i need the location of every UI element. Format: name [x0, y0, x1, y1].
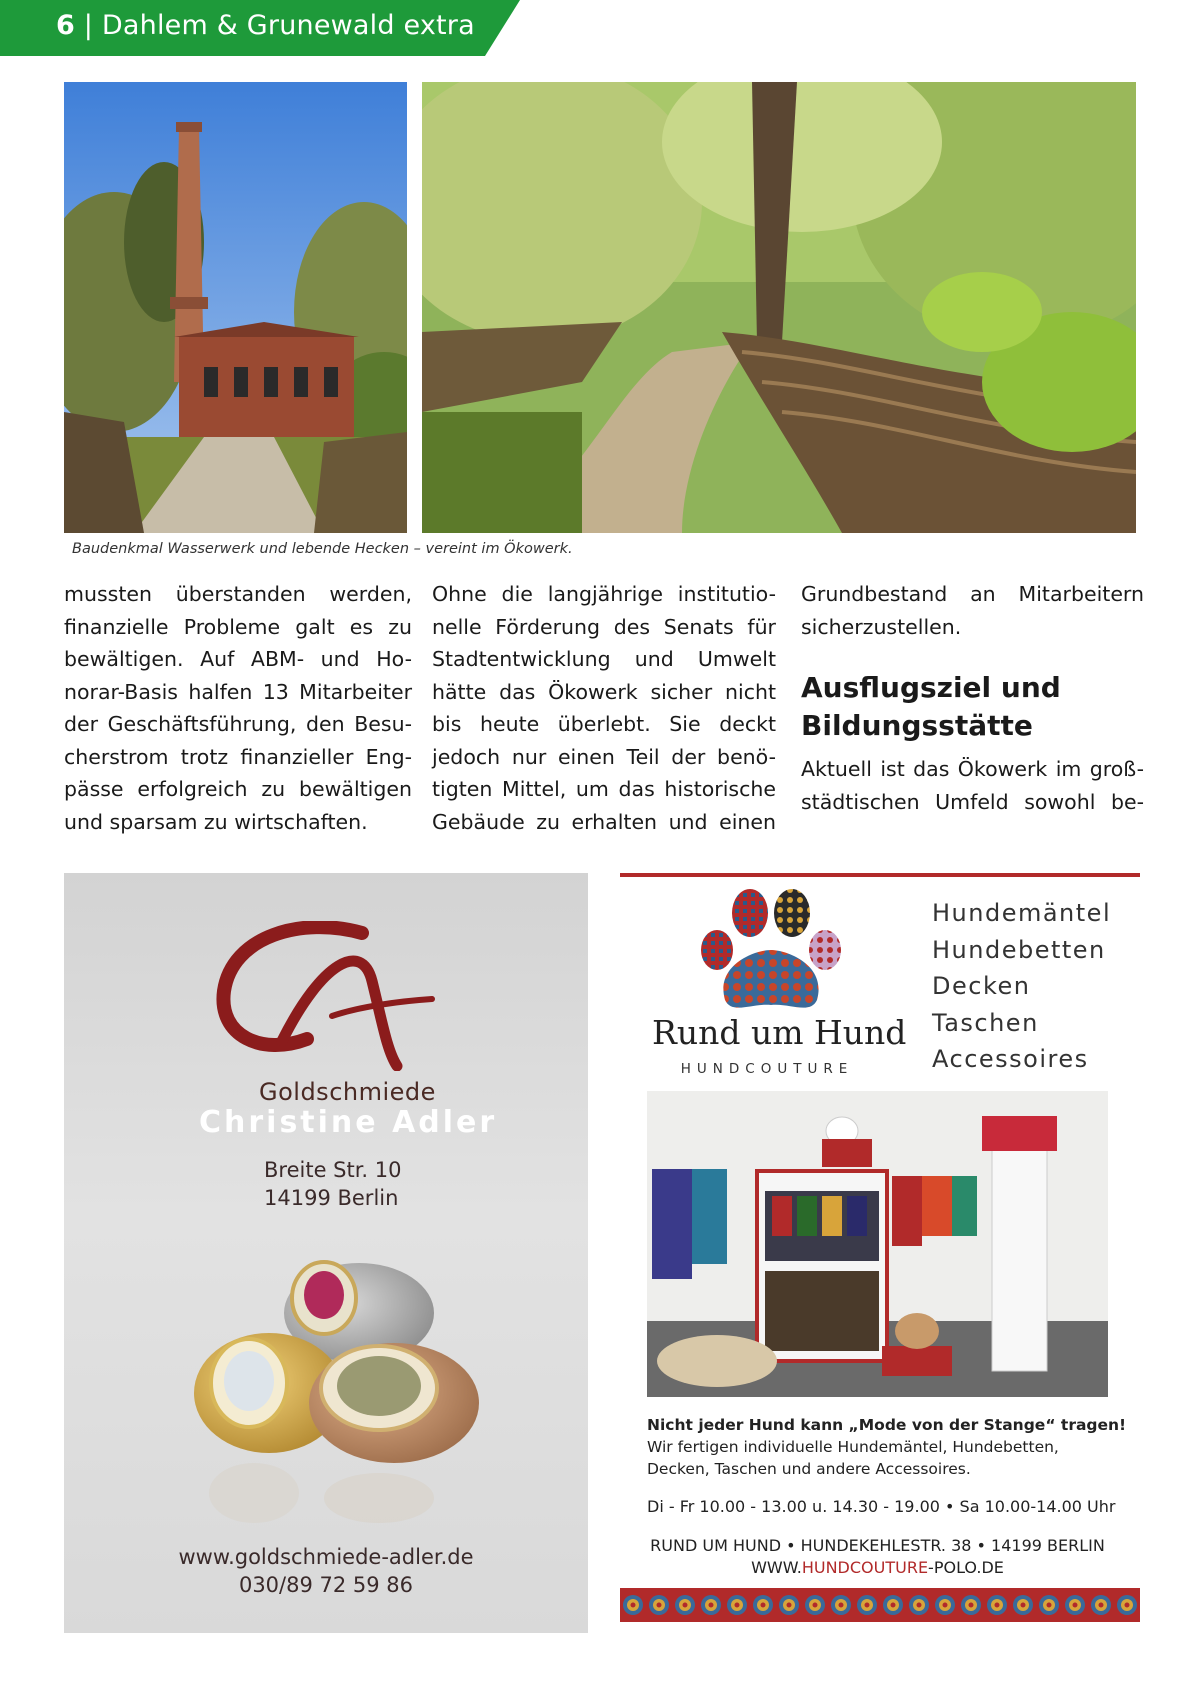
ad-contact [64, 1543, 588, 1599]
text-line: tigten Mittel, um das historische [432, 777, 776, 801]
text-line: und sparsam zu wirtschaften. [64, 809, 368, 834]
address-city: 14199 Berlin [264, 1186, 399, 1210]
ad-address [647, 1535, 1108, 1579]
text-line: norar-Basis halfen 13 Mitarbeiter [64, 679, 412, 704]
subheading-line: Bildungsstätte [801, 709, 1033, 742]
ad-brand-subtitle: HUNDCOUTURE [680, 1061, 854, 1077]
text-line: bis heute überlebt. Sie deckt [432, 712, 776, 736]
ad-rund-um-hund [620, 873, 1140, 1633]
text-line: Ohne die langjährige institutio- [432, 582, 776, 606]
text-line: städtischen Umfeld sowohl be- [801, 789, 1144, 814]
ad-address [264, 1156, 402, 1212]
photo-lebende-hecken [422, 82, 1136, 533]
product-item: Accessoires [932, 1045, 1089, 1073]
photo-caption: Baudenkmal Wasserwerk und lebende Hecken – vereint im Ökowerk. [72, 541, 573, 557]
website-link[interactable] [647, 1557, 1108, 1579]
ad-business-name: Christine Adler [199, 1105, 498, 1140]
header-separator: | [83, 10, 94, 41]
subheading [801, 669, 1144, 745]
text-line: cherstrom trotz finanzieller Eng- [64, 744, 412, 769]
text-line: Gebäude zu erhalten und einen [432, 809, 776, 834]
page-number: 6 [56, 10, 75, 41]
ad-tagline [647, 1414, 1127, 1480]
goldschmiede-logo-icon [212, 921, 442, 1071]
text-line: Stadtentwicklung und Umwelt [432, 647, 776, 671]
text-line: nelle Förderung des Senats für [432, 614, 776, 639]
rings-image [154, 1233, 514, 1533]
ad-label: Goldschmiede [259, 1078, 436, 1106]
text-line: Grundbestand an Mitarbeitern [801, 582, 1144, 606]
header-title [56, 10, 475, 41]
article-column-2 [432, 578, 776, 838]
text-line: bewältigen. Auf ABM- und Ho- [64, 647, 412, 671]
photo-wasserwerk [64, 82, 407, 533]
product-list [932, 895, 1111, 1078]
tagline-line: Wir fertigen individuelle Hundemäntel, Hundebetten, [647, 1438, 1059, 1456]
web-suffix: -POLO.DE [928, 1558, 1004, 1577]
web-highlight: HUNDCOUTURE [801, 1558, 929, 1577]
text-line: sicherzustellen. [801, 614, 962, 639]
tagline-line: Decken, Taschen und andere Accessoires. [647, 1460, 971, 1478]
section-name: Dahlem & Grunewald extra [101, 10, 475, 41]
article-column-1 [64, 578, 412, 838]
product-item: Hundebetten [932, 935, 1106, 964]
text-line: hätte das Ökowerk sicher nicht [432, 679, 776, 704]
text-line: der Geschäftsführung, den Besu- [64, 712, 412, 736]
text-line: pässe erfolgreich zu bewältigen [64, 777, 412, 801]
web-prefix: WWW. [751, 1558, 802, 1577]
opening-hours: Di - Fr 10.00 - 13.00 u. 14.30 - 19.00 • Sa 10.00-14.00 Uhr [647, 1497, 1116, 1516]
product-item: Taschen [932, 1008, 1039, 1037]
address-street: Breite Str. 10 [264, 1158, 402, 1182]
website-link[interactable]: www.goldschmiede-adler.de [178, 1545, 474, 1569]
text-line: Aktuell ist das Ökowerk im groß- [801, 757, 1144, 781]
phone-number: 030/89 72 59 86 [238, 1573, 414, 1597]
product-item: Hundemäntel [932, 899, 1112, 927]
product-item: Decken [932, 972, 1031, 1000]
subheading-line: Ausflugsziel und [801, 671, 1061, 704]
ad-goldschmiede [64, 873, 588, 1633]
shop-interior-image [647, 1091, 1108, 1397]
decorative-border [620, 1588, 1140, 1622]
article-column-3 [801, 578, 1144, 818]
ad-top-rule [620, 873, 1140, 877]
tagline-headline: Nicht jeder Hund kann „Mode von der Stange“ tragen! [647, 1416, 1127, 1434]
ad-brand-name: Rund um Hund [652, 1013, 907, 1052]
address-line: RUND UM HUND • HUNDEKEHLESTR. 38 • 14199 BERLIN [650, 1536, 1105, 1555]
text-line: finanzielle Probleme galt es zu [64, 614, 412, 639]
text-line: mussten überstanden werden, [64, 582, 412, 606]
paw-logo-icon [695, 885, 845, 1015]
text-line: jedoch nur einen Teil der benö- [432, 744, 776, 769]
section-header [0, 0, 520, 56]
